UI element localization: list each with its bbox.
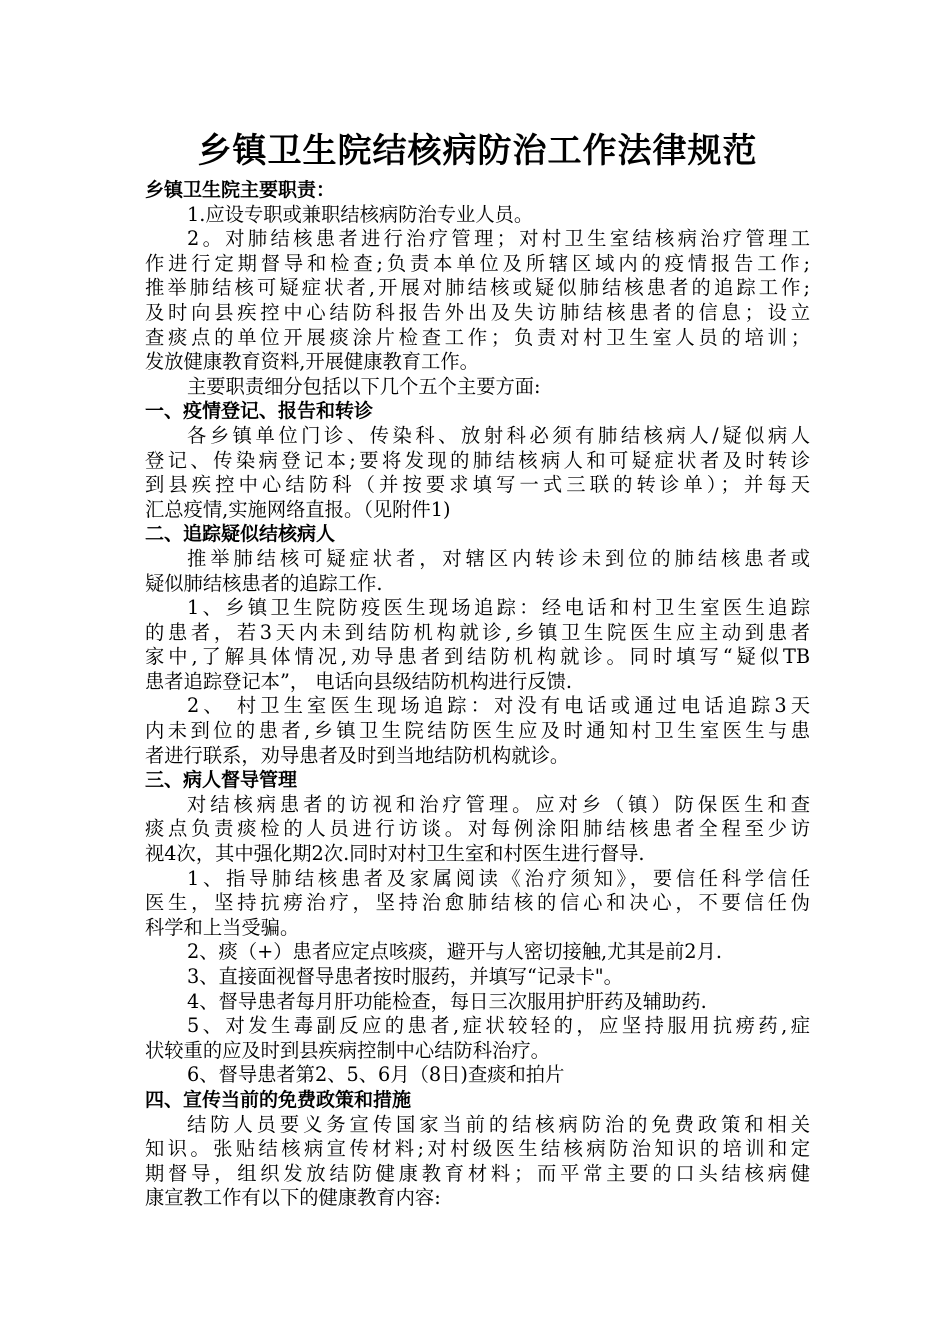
paragraph-line: 推举肺结核可疑症状者，对辖区内转诊未到位的肺结核患者或 (187, 546, 810, 570)
paragraph-line: 2。对肺结核患者进行治疗管理；对村卫生室结核病治疗管理工 (187, 227, 810, 251)
paragraph-line: 查痰点的单位开展痰涂片检查工作；负责对村卫生室人员的培训； (145, 325, 810, 349)
paragraph-line: 1.应设专职或兼职结核病防治专业人员。 (187, 202, 534, 226)
document-page (145, 126, 810, 1211)
paragraph-line: 推举肺结核可疑症状者,开展对肺结核或疑似肺结核患者的追踪工作; (145, 276, 810, 300)
paragraph-line: 5、对发生毒副反应的患者,症状较轻的，应坚持服用抗痨药,症 (187, 1014, 810, 1038)
duty-2 (145, 227, 810, 375)
section-3-item-1 (145, 867, 810, 941)
paragraph-line: 患者追踪登记本”， 电话向县级结防机构进行反馈. (145, 669, 573, 693)
paragraph-line: 及时向县疾控中心结防科报告外出及失访肺结核患者的信息；设立 (145, 300, 810, 324)
paragraph-line: 痰点负责痰检的人员进行访谈。对每例涂阳肺结核患者全程至少访 (145, 817, 810, 841)
paragraph-line: 主要职责细分包括以下几个五个主要方面: (187, 374, 541, 398)
paragraph-line: 状较重的应及时到县疾病控制中心结防科治疗。 (145, 1038, 550, 1062)
paragraph-line: 疑似肺结核患者的追踪工作. (145, 571, 383, 595)
section-heading-main-duties: 乡镇卫生院主要职责： (145, 179, 336, 201)
paragraph-line: 2、 村卫生室医生现场追踪：对没有电话或通过电话追踪3天 (187, 694, 810, 718)
paragraph-line: 到县疾控中心结防科（并按要求填写一式三联的转诊单）；并每天 (145, 473, 810, 497)
paragraph-line: 汇总疫情,实施网络直报。（见附件1) (145, 497, 451, 521)
section-3-intro (145, 793, 810, 867)
section-3-item-5 (145, 1014, 810, 1063)
paragraph-line: 对结核病患者的访视和治疗管理。应对乡（镇）防保医生和查 (187, 792, 810, 816)
document-title: 乡镇卫生院结核病防治工作法律规范 (197, 131, 758, 171)
paragraph-line: 作进行定期督导和检查;负责本单位及所辖区域内的疫情报告工作; (145, 251, 810, 275)
section-3-item-2 (145, 940, 810, 965)
paragraph-line: 发放健康教育资料,开展健康教育工作。 (145, 350, 479, 374)
duty-summary (145, 375, 810, 400)
paragraph-line: 的患者，若3天内未到结防机构就诊,乡镇卫生院医生应主动到患者 (145, 620, 810, 644)
section-heading-3: 三、病人督导管理 (145, 769, 298, 792)
paragraph-line: 期督导，组织发放结防健康教育材料；而平常主要的口头结核病健 (145, 1161, 810, 1185)
document-body (145, 178, 810, 1211)
section-4-para (145, 1113, 810, 1211)
paragraph-line: 康宣教工作有以下的健康教育内容: (145, 1186, 441, 1210)
paragraph-line: 结防人员要义务宣传国家当前的结核病防治的免费政策和相关 (187, 1112, 810, 1136)
section-2-item-1 (145, 596, 810, 694)
paragraph-line: 各乡镇单位门诊、传染科、放射科必须有肺结核病人/疑似病人 (187, 423, 810, 447)
section-heading-2: 二、追踪疑似结核病人 (145, 523, 336, 546)
paragraph-line: 6、督导患者第2、5、6月（8日)查痰和拍片 (187, 1063, 565, 1087)
paragraph-line: 4、督导患者每月肝功能检查，每日三次服用护肝药及辅助药. (187, 989, 707, 1013)
section-3-item-4 (145, 990, 810, 1015)
section-2-item-2 (145, 694, 810, 768)
section-2-intro (145, 547, 810, 596)
section-heading-4: 四、宣传当前的免费政策和措施 (145, 1088, 412, 1111)
paragraph-line: 科学和上当受骗。 (145, 915, 300, 939)
section-1-para (145, 424, 810, 522)
paragraph-line: 3、直接面视督导患者按时服药，并填写“记录卡"。 (187, 965, 623, 988)
section-3-item-3 (145, 965, 810, 990)
paragraph-line: 视4次，其中强化期2次.同时对村卫生室和村医生进行督导. (145, 842, 645, 866)
paragraph-line: 内未到位的患者,乡镇卫生院结防医生应及时通知村卫生室医生与患 (145, 719, 810, 743)
paragraph-line: 医生，坚持抗痨治疗，坚持治愈肺结核的信心和决心，不要信任伪 (145, 891, 810, 915)
section-heading-1: 一、疫情登记、报告和转诊 (145, 400, 374, 423)
duty-1 (145, 203, 810, 228)
paragraph-line: 知识。张贴结核病宣传材料;对村级医生结核病防治知识的培训和定 (145, 1137, 810, 1161)
paragraph-line: 1、指导肺结核患者及家属阅读《治疗须知》，要信任科学信任 (187, 866, 810, 890)
section-3-item-6 (145, 1063, 810, 1088)
paragraph-line: 登记、传染病登记本;要将发现的肺结核病人和可疑症状者及时转诊 (145, 448, 810, 472)
paragraph-line: 2、痰（+）患者应定点咳痰，避开与人密切接触,尤其是前2月. (187, 940, 722, 964)
paragraph-line: 者进行联系，劝导患者及时到当地结防机构就诊。 (145, 743, 570, 767)
paragraph-line: 家中,了解具体情况,劝导患者到结防机构就诊。同时填写“疑似TB (145, 645, 810, 669)
paragraph-line: 1、乡镇卫生院防疫医生现场追踪：经电话和村卫生室医生追踪 (187, 596, 810, 620)
